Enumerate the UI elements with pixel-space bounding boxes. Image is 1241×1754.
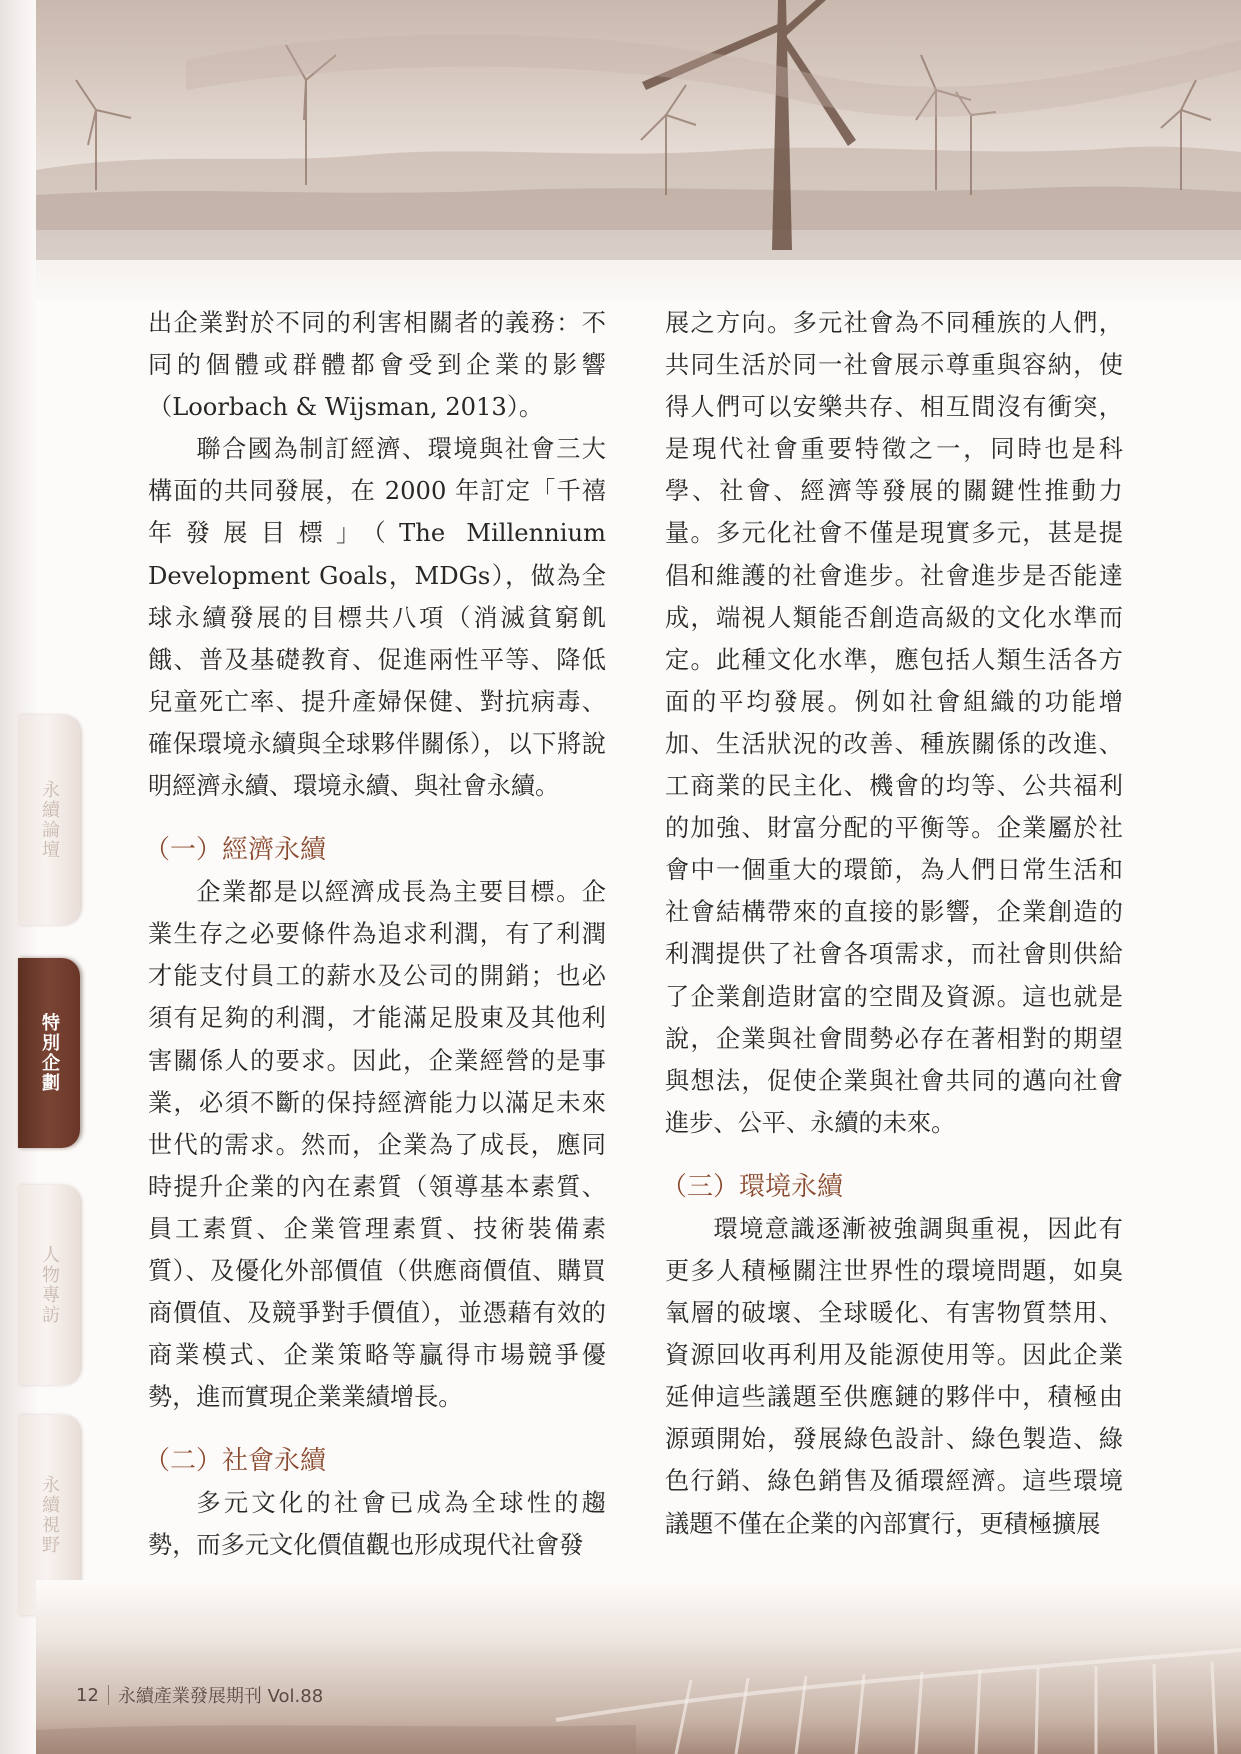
publication-title: 永續產業發展期刊 Vol.88 <box>117 1686 324 1707</box>
page-footer <box>76 1682 323 1708</box>
solar-field-illustration <box>36 1580 1241 1754</box>
body-paragraph: 展之方向。多元社會為不同種族的人們，共同生活於同一社會展示尊重與容納，使得人們可以安樂共存、相互間沒有衝突，是現代社會重要特徵之一，同時也是科學、社會、經濟等發展的關鍵性推動力量。多元化社會不僅是現實多元，甚是提倡和維護的社會進步。社會進步是否能達成，端視人類能否創造高級的文化水準而定。此種文化水準，應包括人類生活各方面的平均發展。例如社會組織的功能增加、生活狀況的改善、種族關係的改進、工商業的民主化、機會的均等、公共福利的加強、財富分配的平衡等。企業屬於社會中一個重大的環節，為人們日常生活和社會結構帶來的直接的影響，企業創造的利潤提供了社會各項需求，而社會則供給了企業創造財富的空間及資源。這也就是說，企業與社會間勢必存在著相對的期望與想法，促使企業與社會共同的邁向社會進步、公平、永續的未來。 <box>665 309 1123 1137</box>
tab-interview[interactable] <box>18 1185 80 1385</box>
section-heading-environmental: （三）環境永續 <box>661 1171 844 1202</box>
tab-label: 永續論壇 <box>39 780 60 860</box>
body-paragraph: 出企業對於不同的利害相關者的義務：不同的個體或群體都會受到企業的影響（Loorbach & Wijsman, 2013）。 <box>148 309 606 422</box>
tab-label: 特別企劃 <box>39 1013 60 1093</box>
footer-divider <box>108 1685 109 1705</box>
body-paragraph: 環境意識逐漸被強調與重視，因此有更多人積極關注世界性的環境問題，如臭氧層的破壞、全球暖化、有害物質禁用、資源回收再利用及能源使用等。因此企業延伸這些議題至供應鏈的夥伴中，積極由源頭開始，發展綠色設計、綠色製造、綠色行銷、綠色銷售及循環經濟。這些環境議題不僅在企業的內部實行，更積極擴展 <box>665 1214 1123 1538</box>
body-paragraph: 聯合國為制訂經濟、環境與社會三大構面的共同發展，在 2000 年訂定「千禧年發展目標」（The Millennium Development Goals，MDGs），做為全球永續發展的目標共八項（消滅貧窮飢餓、普及基礎教育、促進兩性平等、降低兒童死亡率、提升產婦保健、對抗病毒、確保環境永續與全球夥伴關係），以下將說明經濟永續、環境永續、與社會永續。 <box>148 435 606 801</box>
footer-band-image <box>36 1580 1241 1754</box>
tab-sustainability-forum[interactable] <box>18 715 80 925</box>
section-heading-economic: （一）經濟永續 <box>144 835 327 866</box>
section-heading-social: （二）社會永續 <box>144 1446 327 1477</box>
wind-turbine-illustration <box>36 0 1241 300</box>
tab-special-feature[interactable] <box>18 958 80 1148</box>
page-number: 12 <box>76 1684 99 1706</box>
tab-label: 人物專訪 <box>39 1245 60 1325</box>
body-paragraph: 多元文化的社會已成為全球性的趨勢，而多元文化價值觀也形成現代社會發 <box>148 1489 606 1560</box>
tab-label: 永續視野 <box>39 1475 60 1555</box>
right-column <box>661 302 1123 1545</box>
body-paragraph: 企業都是以經濟成長為主要目標。企業生存之必要條件為追求利潤，有了利潤才能支付員工的薪水及公司的開銷；也必須有足夠的利潤，才能滿足股東及其他利害關係人的要求。因此，企業經營的是事業，必須不斷的保持經濟能力以滿足未來世代的需求。然而，企業為了成長，應同時提升企業的內在素質（領導基本素質、員工素質、企業管理素質、技術裝備素質）、及優化外部價值（供應商價值、購買商價值、及競爭對手價值），並憑藉有效的商業模式、企業策略等贏得市場競爭優勢，進而實現企業業績增長。 <box>148 878 606 1412</box>
header-banner-image <box>36 0 1241 300</box>
left-column <box>144 302 606 1567</box>
